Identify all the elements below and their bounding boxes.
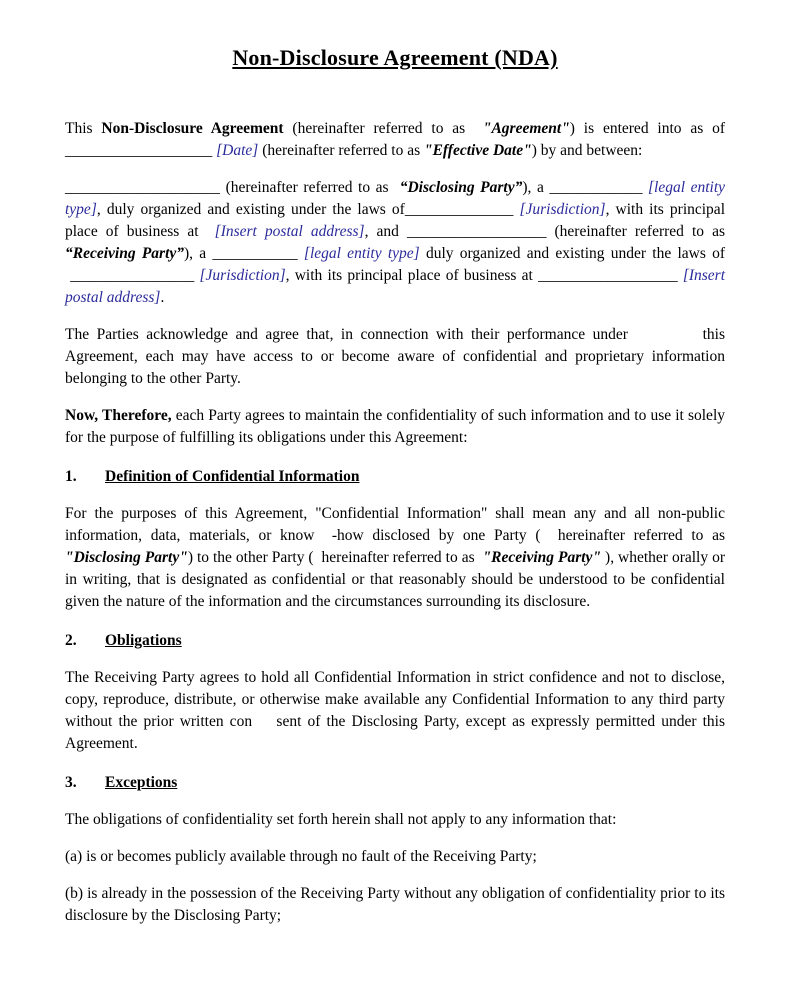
section-heading-text: Obligations bbox=[105, 632, 182, 649]
document-title: Non-Disclosure Agreement (NDA) bbox=[232, 45, 558, 70]
text-run: (a) is or becomes publicly available through no fault of the Receiving Party; bbox=[65, 848, 537, 865]
text-run: ) is entered into as of bbox=[569, 120, 725, 137]
fill-in-blank: ____________________ bbox=[65, 179, 220, 196]
text-run: duly organized and existing under the laws of bbox=[65, 245, 725, 284]
placeholder-legal-entity-type: [legal entity type] bbox=[65, 179, 726, 218]
placeholder-jurisdiction: [Jurisdiction] bbox=[519, 201, 606, 218]
paragraph bbox=[65, 809, 725, 831]
paragraph bbox=[65, 405, 725, 449]
fill-in-blank: __________________ bbox=[538, 267, 678, 284]
text-run: (hereinafter referred to as bbox=[220, 179, 400, 196]
defined-term: Non-Disclosure Agreement bbox=[101, 120, 284, 137]
text-run: ), a bbox=[184, 245, 213, 262]
fill-in-blank: ___________ bbox=[212, 245, 298, 262]
defined-term: "Receiving Party" bbox=[482, 549, 602, 566]
text-run: ), whether orally or in writing, that is designated as confidential or that reasonably should be understood to be confidential given the nature of the information and the circumstances surrounding its disclosure. bbox=[65, 549, 725, 610]
fill-in-blank: ______________ bbox=[404, 201, 514, 218]
text-run: , with its principal place of business at bbox=[65, 201, 725, 240]
text-run: each Party agrees to maintain the confidentiality of such information and to use it solely for the purpose of fulfilling its obligations under this Agreement: bbox=[65, 407, 725, 446]
text-run: . bbox=[160, 289, 165, 306]
section-heading bbox=[65, 466, 725, 488]
emphasis: Now, Therefore, bbox=[65, 407, 172, 424]
paragraph bbox=[65, 846, 725, 868]
section-number: 3. bbox=[65, 774, 77, 791]
text-run: , with its principal place of business at bbox=[285, 267, 539, 284]
text-run: (b) is already in the possession of the Receiving Party without any obligation of confidentiality prior to its disclosure by the Disclosing Party; bbox=[65, 885, 725, 924]
paragraph bbox=[65, 324, 725, 390]
section-heading-text: Exceptions bbox=[105, 774, 178, 791]
fill-in-blank: __________________ bbox=[406, 223, 547, 240]
placeholder-postal-address: [Insert postal address] bbox=[65, 267, 726, 306]
text-run: For the purposes of this Agreement, "Confidential Information" shall mean any and all non-public information, data, materials, or know -how disclosed by one Party ( hereinafter referred to as bbox=[65, 505, 725, 544]
text-run: , and bbox=[364, 223, 407, 240]
defined-term: "Effective Date" bbox=[423, 142, 532, 159]
text-run: ), a bbox=[522, 179, 550, 196]
paragraph bbox=[65, 883, 725, 927]
section-heading-text: Definition of Confidential Information bbox=[105, 468, 360, 485]
defined-term: “Disclosing Party” bbox=[399, 179, 523, 196]
fill-in-blank: ____________ bbox=[549, 179, 643, 196]
defined-term: "Disclosing Party" bbox=[65, 549, 188, 566]
fill-in-blank: ___________________ bbox=[65, 142, 213, 159]
placeholder-postal-address: [Insert postal address] bbox=[214, 223, 365, 240]
text-run: The obligations of confidentiality set forth herein shall not apply to any information that: bbox=[65, 811, 617, 828]
paragraph bbox=[65, 118, 725, 162]
paragraph bbox=[65, 177, 725, 309]
text-run: (hereinafter referred to as bbox=[283, 120, 483, 137]
paragraph bbox=[65, 667, 725, 755]
section-number: 2. bbox=[65, 632, 77, 649]
placeholder-legal-entity-type: [legal entity type] bbox=[303, 245, 420, 262]
text-run: This bbox=[65, 120, 102, 137]
text-run: , duly organized and existing under the laws of bbox=[96, 201, 405, 218]
text-run: The Receiving Party agrees to hold all Confidential Information in strict confidence and not to disclose, copy, reproduce, distribute, or otherwise make available any Confidential Information to any third party without the prior written con sent of the Disclosing Party, except as expressly permitted under this Agreement. bbox=[65, 669, 725, 752]
document-body bbox=[65, 118, 725, 927]
placeholder-date: [Date] bbox=[216, 142, 259, 159]
text-run: ) by and between: bbox=[531, 142, 643, 159]
paragraph bbox=[65, 503, 725, 613]
text-run: The Parties acknowledge and agree that, in connection with their performance under this Agreement, each may have access to or become aware of confidential and proprietary information belonging to the other Party. bbox=[65, 326, 725, 387]
section-number: 1. bbox=[65, 468, 77, 485]
defined-term: "Agreement" bbox=[482, 120, 570, 137]
section-heading bbox=[65, 630, 725, 652]
fill-in-blank: ________________ bbox=[70, 267, 195, 284]
defined-term: “Receiving Party” bbox=[65, 245, 185, 262]
text-run: (hereinafter referred to as bbox=[258, 142, 424, 159]
text-run: (hereinafter referred to as bbox=[546, 223, 725, 240]
placeholder-jurisdiction: [Jurisdiction] bbox=[199, 267, 286, 284]
section-heading bbox=[65, 772, 725, 794]
text-run: ) to the other Party ( hereinafter referred to as bbox=[187, 549, 483, 566]
